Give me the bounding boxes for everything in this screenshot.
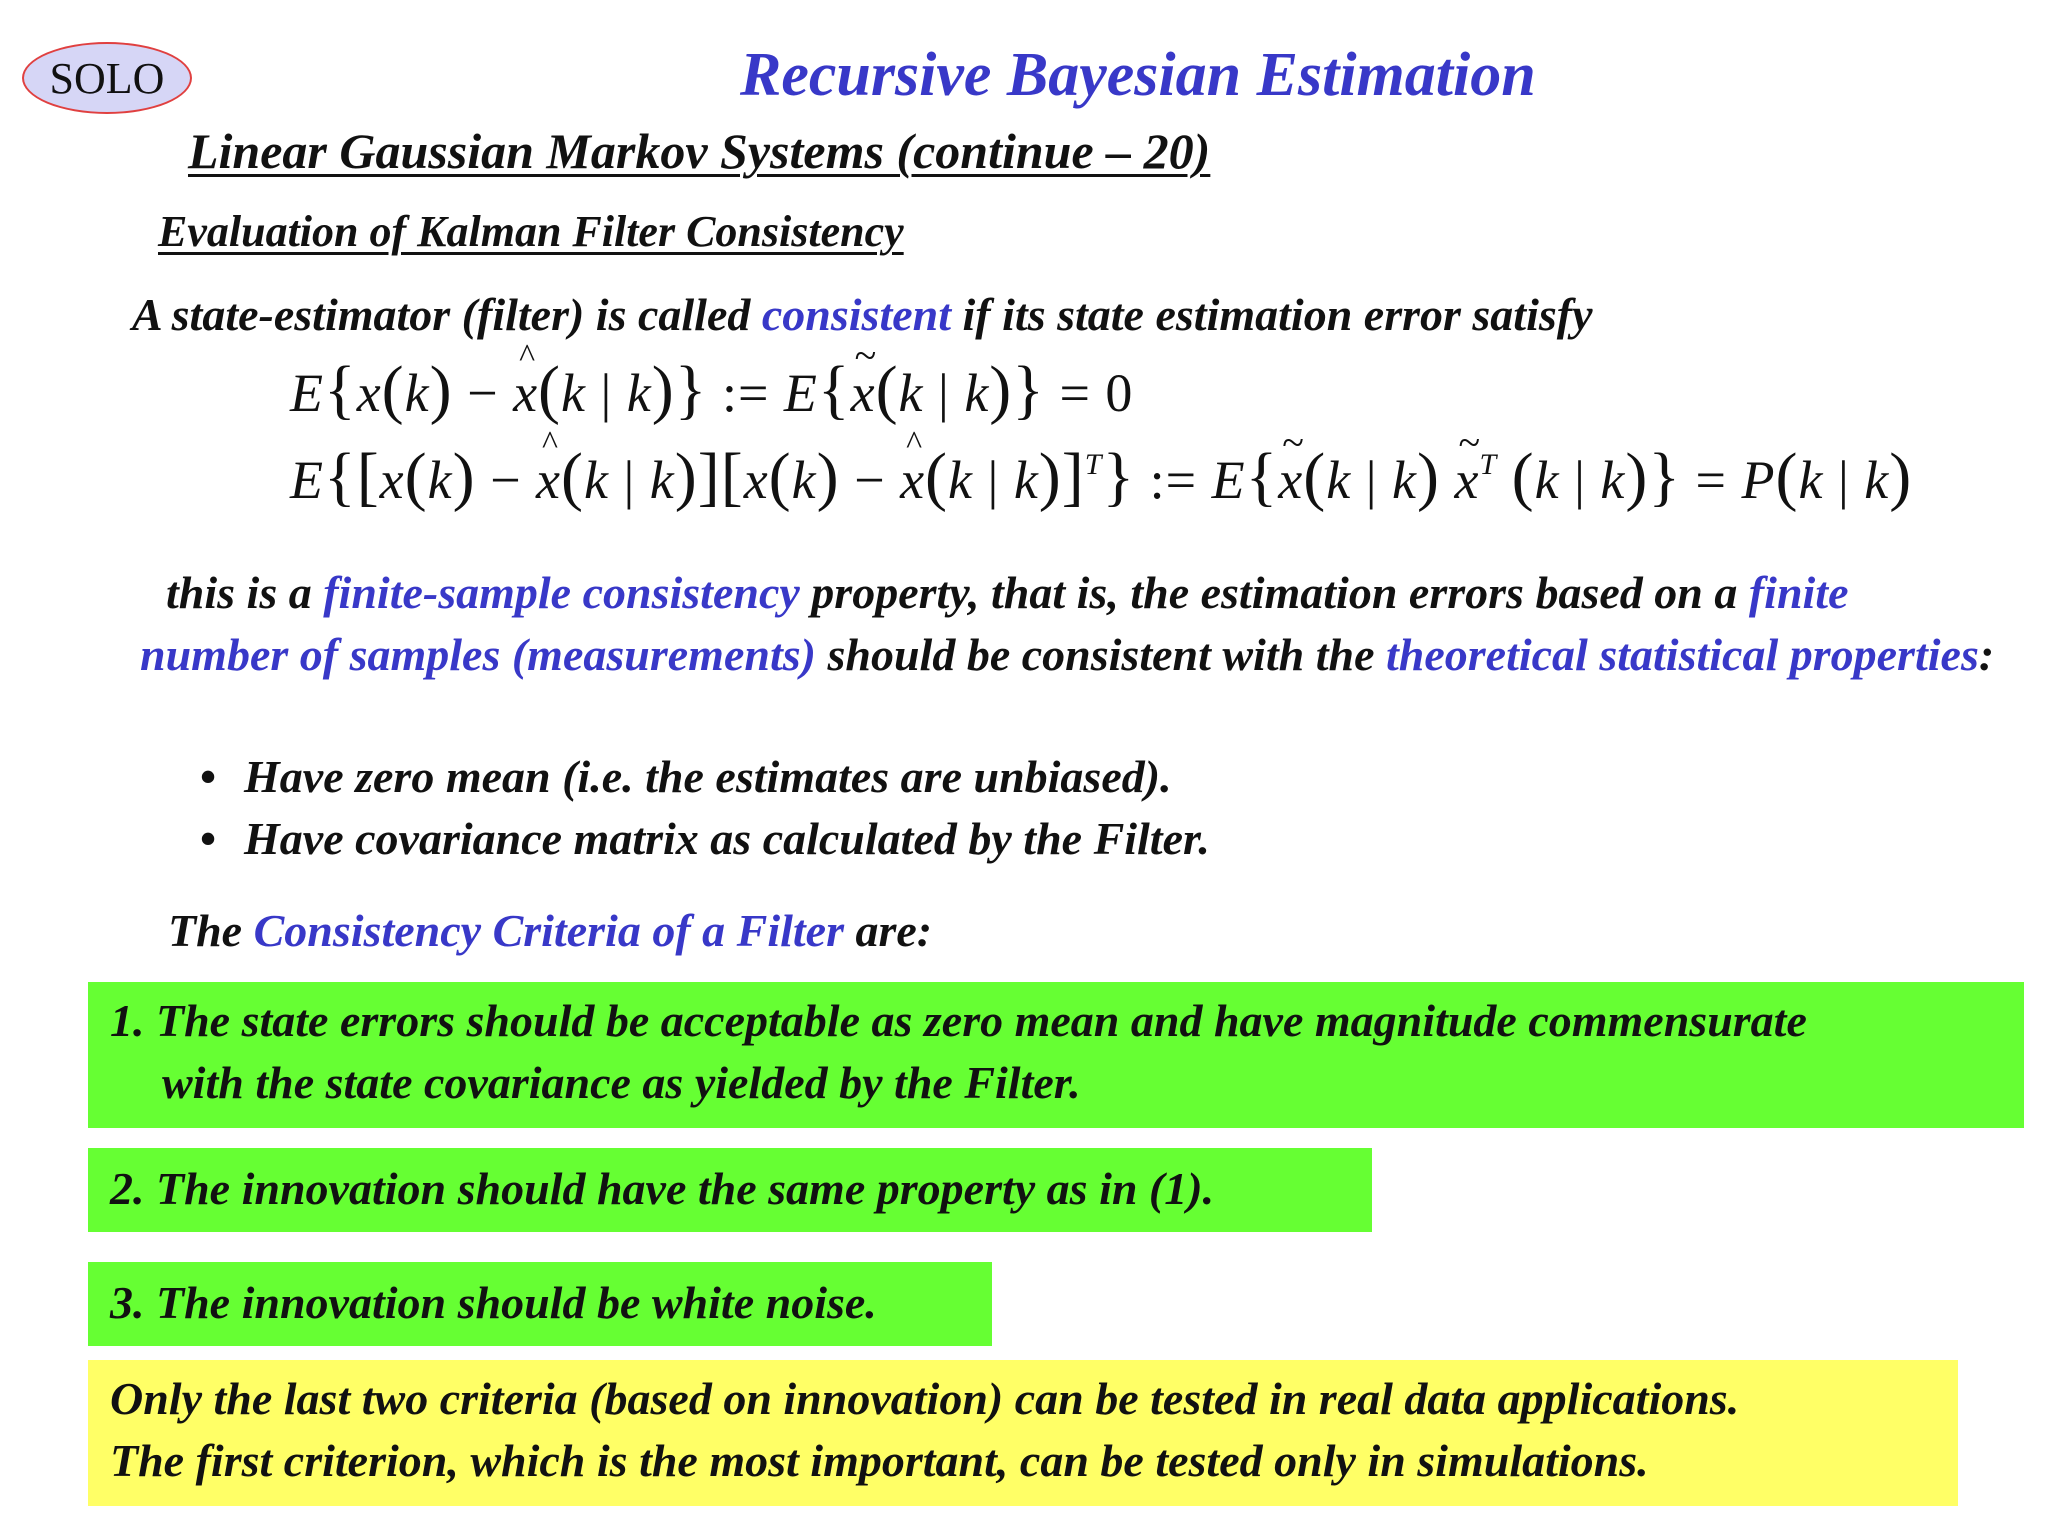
list-item: • Have zero mean (i.e. the estimates are unbiased). <box>200 746 1210 808</box>
note-line-2: The first criterion, which is the most important, can be tested only in simulations. <box>110 1435 1649 1486</box>
page-title: Recursive Bayesian Estimation <box>740 41 1536 109</box>
paragraph-text-2: property, that is, the estimation errors based on a <box>799 567 1749 618</box>
criterion-2-box: 2. The innovation should have the same property as in (1). <box>88 1148 1372 1232</box>
criteria-intro-after: are: <box>843 905 933 956</box>
criterion-1-box <box>88 982 2024 1128</box>
criterion-1-line-2: with the state covariance as yielded by the Filter. <box>162 1057 1081 1108</box>
paragraph-term-theoretical: theoretical statistical properties <box>1385 629 1979 680</box>
equation-mean-error: E{x(k) − ^ x(k | k)} := E{~ x(k | k)} = 0 <box>290 362 1133 424</box>
paragraph-text-3: should be consistent with the <box>815 629 1386 680</box>
solo-badge: SOLO <box>22 42 192 114</box>
consistency-paragraph <box>140 562 2000 686</box>
note-box <box>88 1360 1958 1506</box>
definition-text-before: A state-estimator (filter) is called <box>132 289 762 340</box>
page-subtitle: Linear Gaussian Markov Systems (continue – 20) <box>188 123 1211 179</box>
list-item: • Have covariance matrix as calculated by the Filter. <box>200 808 1210 870</box>
criteria-intro-before: The <box>168 905 254 956</box>
paragraph-text-1: this is a <box>166 567 324 618</box>
paragraph-term-finite-samples: finite number of samples (measurements) <box>140 567 1849 680</box>
equation-covariance: E{[x(k) − ^ x(k | k)][x(k) − ^ x(k | k)]$^T$} := E{~ x(k | k) ~ $x^T$ (k | k)} = P(k | k) <box>290 448 1912 511</box>
property-bullet-list <box>200 746 1210 870</box>
criterion-1-line-1: 1. The state errors should be acceptable as zero mean and have magnitude commensurate <box>110 995 1807 1046</box>
criteria-intro-term: Consistency Criteria of a Filter <box>253 905 844 956</box>
paragraph-text-4: : <box>1978 629 1995 680</box>
criteria-intro <box>168 904 932 957</box>
paragraph-term-finite-sample: finite-sample consistency <box>323 567 800 618</box>
definition-text-after: if its state estimation error satisfy <box>951 289 1593 340</box>
section-heading: Evaluation of Kalman Filter Consistency <box>158 207 904 256</box>
note-line-1: Only the last two criteria (based on innovation) can be tested in real data applications. <box>110 1373 1740 1424</box>
definition-term-consistent: consistent <box>761 289 952 340</box>
criterion-3-box: 3. The innovation should be white noise. <box>88 1262 992 1346</box>
